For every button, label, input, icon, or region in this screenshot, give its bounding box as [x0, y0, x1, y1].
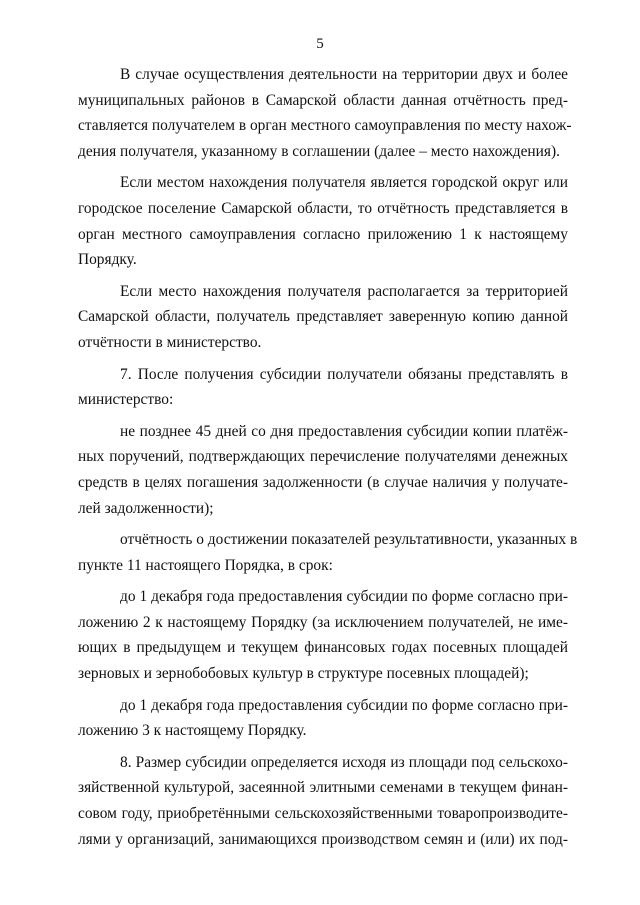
text-line: 7. После получения субсидии получатели обязаны представлять в — [120, 365, 568, 383]
text-line: Порядку. — [78, 251, 137, 269]
text-line: лей задолженности); — [78, 499, 214, 517]
text-line: отчётность о достижении показателей результативности, указанных в — [120, 531, 578, 549]
text-line: до 1 декабря года предоставления субсидии по форме согласно при- — [120, 588, 568, 606]
document-body — [78, 62, 578, 852]
text-line: ных поручений, подтверждающих перечисление получателями денежных — [78, 448, 568, 466]
text-line: ющих в предыдущем и текущем финансовых годах посевных площадей — [78, 639, 568, 657]
text-line: ложению 2 к настоящему Порядку (за исключением получателей, не име- — [78, 613, 568, 631]
text-line: средств в целях погашения задолженности (в случае наличия у получате- — [78, 473, 568, 491]
text-line: дения получателя, указанному в соглашении (далее – место нахождения). — [78, 142, 560, 160]
text-line: В случае осуществления деятельности на территории двух и более — [120, 66, 568, 83]
text-line: 8. Размер субсидии определяется исходя из площади под сельскохо- — [120, 753, 568, 771]
paragraph — [78, 62, 572, 164]
text-line: до 1 декабря года предоставления субсидии по форме согласно при- — [120, 696, 568, 714]
paragraph — [78, 419, 568, 521]
text-line: пункте 11 настоящего Порядка, в срок: — [78, 556, 333, 574]
text-line: ложению 3 к настоящему Порядку. — [78, 722, 307, 740]
text-line: зяйственной культурой, засеянной элитными семенами в текущем финан- — [78, 779, 568, 797]
text-line: отчётности в министерство. — [78, 333, 262, 351]
paragraph — [78, 362, 568, 413]
paragraph — [78, 750, 568, 852]
text-line: орган местного самоуправления согласно приложению 1 к настоящему — [78, 225, 568, 243]
paragraph — [78, 693, 568, 744]
text-line: Самарской области, получатель представляет заверенную копию данной — [78, 308, 568, 326]
page-number: 5 — [316, 36, 324, 52]
text-line: Если место нахождения получателя располагается за территорией — [120, 282, 568, 300]
text-line: не позднее 45 дней со дня предоставления субсидии копии платёж- — [120, 422, 568, 440]
text-line: городское поселение Самарской области, то отчётность представляется в — [78, 199, 568, 217]
text-line: муниципальных районов в Самарской области данная отчётность пред- — [78, 91, 568, 109]
paragraph — [78, 527, 578, 578]
text-line: совом году, приобретёнными сельскохозяйственными товаропроизводите- — [78, 805, 568, 823]
text-line: ставляется получателем в орган местного самоуправления по месту нахож- — [78, 117, 572, 135]
paragraph — [78, 279, 568, 356]
text-line: министерство: — [78, 391, 174, 409]
paragraph — [78, 170, 568, 272]
text-line: зерновых и зернобобовых культур в структуре посевных площадей); — [78, 665, 529, 683]
text-line: лями у организаций, занимающихся производством семян и (или) их под- — [78, 830, 568, 848]
paragraph — [78, 584, 568, 686]
text-line: Если местом нахождения получателя является городской округ или — [120, 174, 568, 192]
